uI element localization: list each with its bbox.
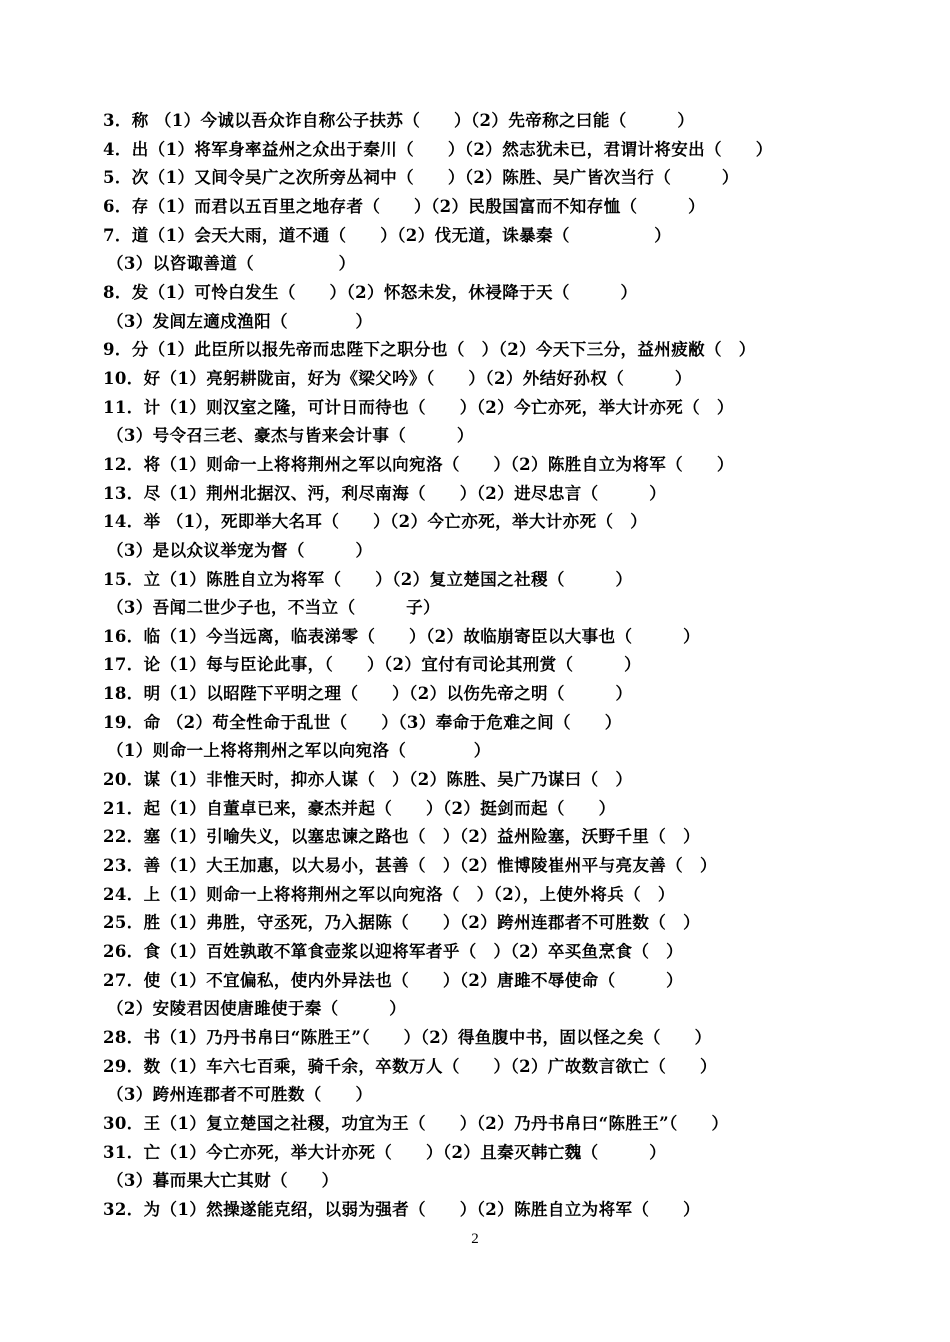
exercise-line: 32．为（1）然操遂能克绍，以弱为强者（ ）（2）陈胜自立为将军（ ） bbox=[103, 1199, 700, 1219]
exercise-line: 25．胜（1）弗胜，守丞死，乃入据陈（ ）（2）跨州连郡者不可胜数（ ） bbox=[103, 913, 700, 933]
exercise-line: 7．道（1）会天大雨，道不通（ ）（2）伐无道，诛暴秦（ ） bbox=[103, 225, 672, 245]
exercise-line: 3．称 （1）今诚以吾众诈自称公子扶苏（ ）（2）先帝称之曰能（ ） bbox=[103, 111, 695, 130]
exercise-line: 15．立（1）陈胜自立为将军（ ）（2）复立楚国之社稷（ ） bbox=[103, 569, 633, 589]
exercise-line: 26．食（1）百姓孰敢不箪食壶浆以迎将军者乎（ ）（2）卒买鱼烹食（ ） bbox=[103, 942, 684, 962]
exercise-line: 23．善（1）大王加惠，以大易小，甚善（ ）（2）惟博陵崔州平与亮友善（ ） bbox=[103, 856, 717, 876]
exercise-line: 18．明（1）以昭陛下平明之理（ ）（2）以伤先帝之明（ ） bbox=[103, 684, 633, 704]
exercise-line: 24．上（1）则命一上将将荆州之军以向宛洛（ ）（2），上使外将兵（ ） bbox=[103, 884, 675, 904]
exercise-subline: （3）是以众议举宠为督（ ） bbox=[107, 540, 373, 560]
exercise-line: 30．王（1）复立楚国之社稷，功宜为王（ ）（2）乃丹书帛曰“陈胜王”（ ） bbox=[103, 1113, 729, 1133]
exercise-line: 19．命 （2）苟全性命于乱世（ ）（3）奉命于危难之间（ ） bbox=[103, 712, 622, 732]
exercise-subline: （3）暮而果大亡其财（ ） bbox=[107, 1171, 339, 1191]
exercise-subline: （3）号令召三老、豪杰与皆来会计事（ ） bbox=[107, 426, 474, 446]
exercise-line: 10．好（1）亮躬耕陇亩，好为《梁父吟》（ ）（2）外结好孙权（ ） bbox=[103, 368, 692, 388]
exercise-line: 13．尽（1）荆州北据汉、沔，利尽南海（ ）（2）进尽忠言（ ） bbox=[103, 483, 667, 503]
exercise-line: 14．举 （1），死即举大名耳（ ）（2）今亡亦死，举大计亦死（ ） bbox=[103, 512, 648, 532]
exercise-line: 4．出（1）将军身率益州之众出于秦川（ ）（2）然志犹未已，君谓计将安出（ ） bbox=[103, 139, 773, 159]
exercise-line: 17．论（1）每与臣论此事，（ ）（2）宜付有司论其刑赏（ ） bbox=[103, 655, 642, 675]
exercise-line: 31．亡（1）今亡亦死，举大计亦死（ ）（2）且秦灭韩亡魏（ ） bbox=[103, 1142, 667, 1162]
exercise-subline: （3）发闾左適戍渔阳（ ） bbox=[107, 311, 373, 331]
exercise-subline: （2）安陵君因使唐雎使于秦（ ） bbox=[107, 999, 407, 1019]
exercise-line: 27．使（1）不宜偏私，使内外异法也（ ）（2）唐雎不辱使命（ ） bbox=[103, 970, 684, 990]
exercise-line: 12．将（1）则命一上将将荆州之军以向宛洛（ ）（2）陈胜自立为将军（ ） bbox=[103, 454, 734, 474]
exercise-line: 8．发（1）可怜白发生（ ）（2）怀怒未发，休祲降于天（ ） bbox=[103, 282, 638, 302]
exercise-subline: （1）则命一上将将荆州之军以向宛洛（ ） bbox=[107, 741, 491, 761]
exercise-line: 6．存（1）而君以五百里之地存者（ ）（2）民殷国富而不知存恤（ ） bbox=[103, 196, 705, 216]
exercise-line: 29．数（1）车六七百乘，骑千余，卒数万人（ ）（2）广故数言欲亡（ ） bbox=[103, 1056, 717, 1076]
exercise-line: 5．次（1）又间令吴广之次所旁丛祠中（ ）（2）陈胜、吴广皆次当行（ ） bbox=[103, 168, 739, 188]
exercise-line: 9．分（1）此臣所以报先帝而忠陛下之职分也（ ）（2）今天下三分，益州疲敝（ ） bbox=[103, 340, 756, 360]
exercise-line: 11．计（1）则汉室之隆，可计日而待也（ ）（2）今亡亦死，举大计亦死（ ） bbox=[103, 397, 734, 417]
exercise-line: 28．书（1）乃丹书帛曰“陈胜王”（ ）（2）得鱼腹中书，固以怪之矣（ ） bbox=[103, 1028, 712, 1047]
page-number: 2 bbox=[471, 1231, 479, 1247]
exercise-line: 16．临（1）今当远离，临表涕零（ ）（2）故临崩寄臣以大事也（ ） bbox=[103, 626, 700, 646]
exercise-line: 20．谋（1）非惟天时，抑亦人谋（ ）（2）陈胜、吴广乃谋曰（ ） bbox=[103, 770, 633, 790]
exercise-list bbox=[103, 107, 903, 1225]
exercise-line: 21．起（1）自董卓已来，豪杰并起（ ）（2）挺剑而起（ ） bbox=[103, 798, 616, 818]
exercise-subline: （3）以咨诹善道（ ） bbox=[107, 254, 356, 274]
exercise-subline: （3）吾闻二世少子也，不当立（ 子） bbox=[107, 598, 440, 618]
exercise-subline: （3）跨州连郡者不可胜数（ ） bbox=[107, 1085, 373, 1105]
exercise-line: 22．塞（1）引喻失义，以塞忠谏之路也（ ）（2）益州险塞，沃野千里（ ） bbox=[103, 827, 700, 847]
